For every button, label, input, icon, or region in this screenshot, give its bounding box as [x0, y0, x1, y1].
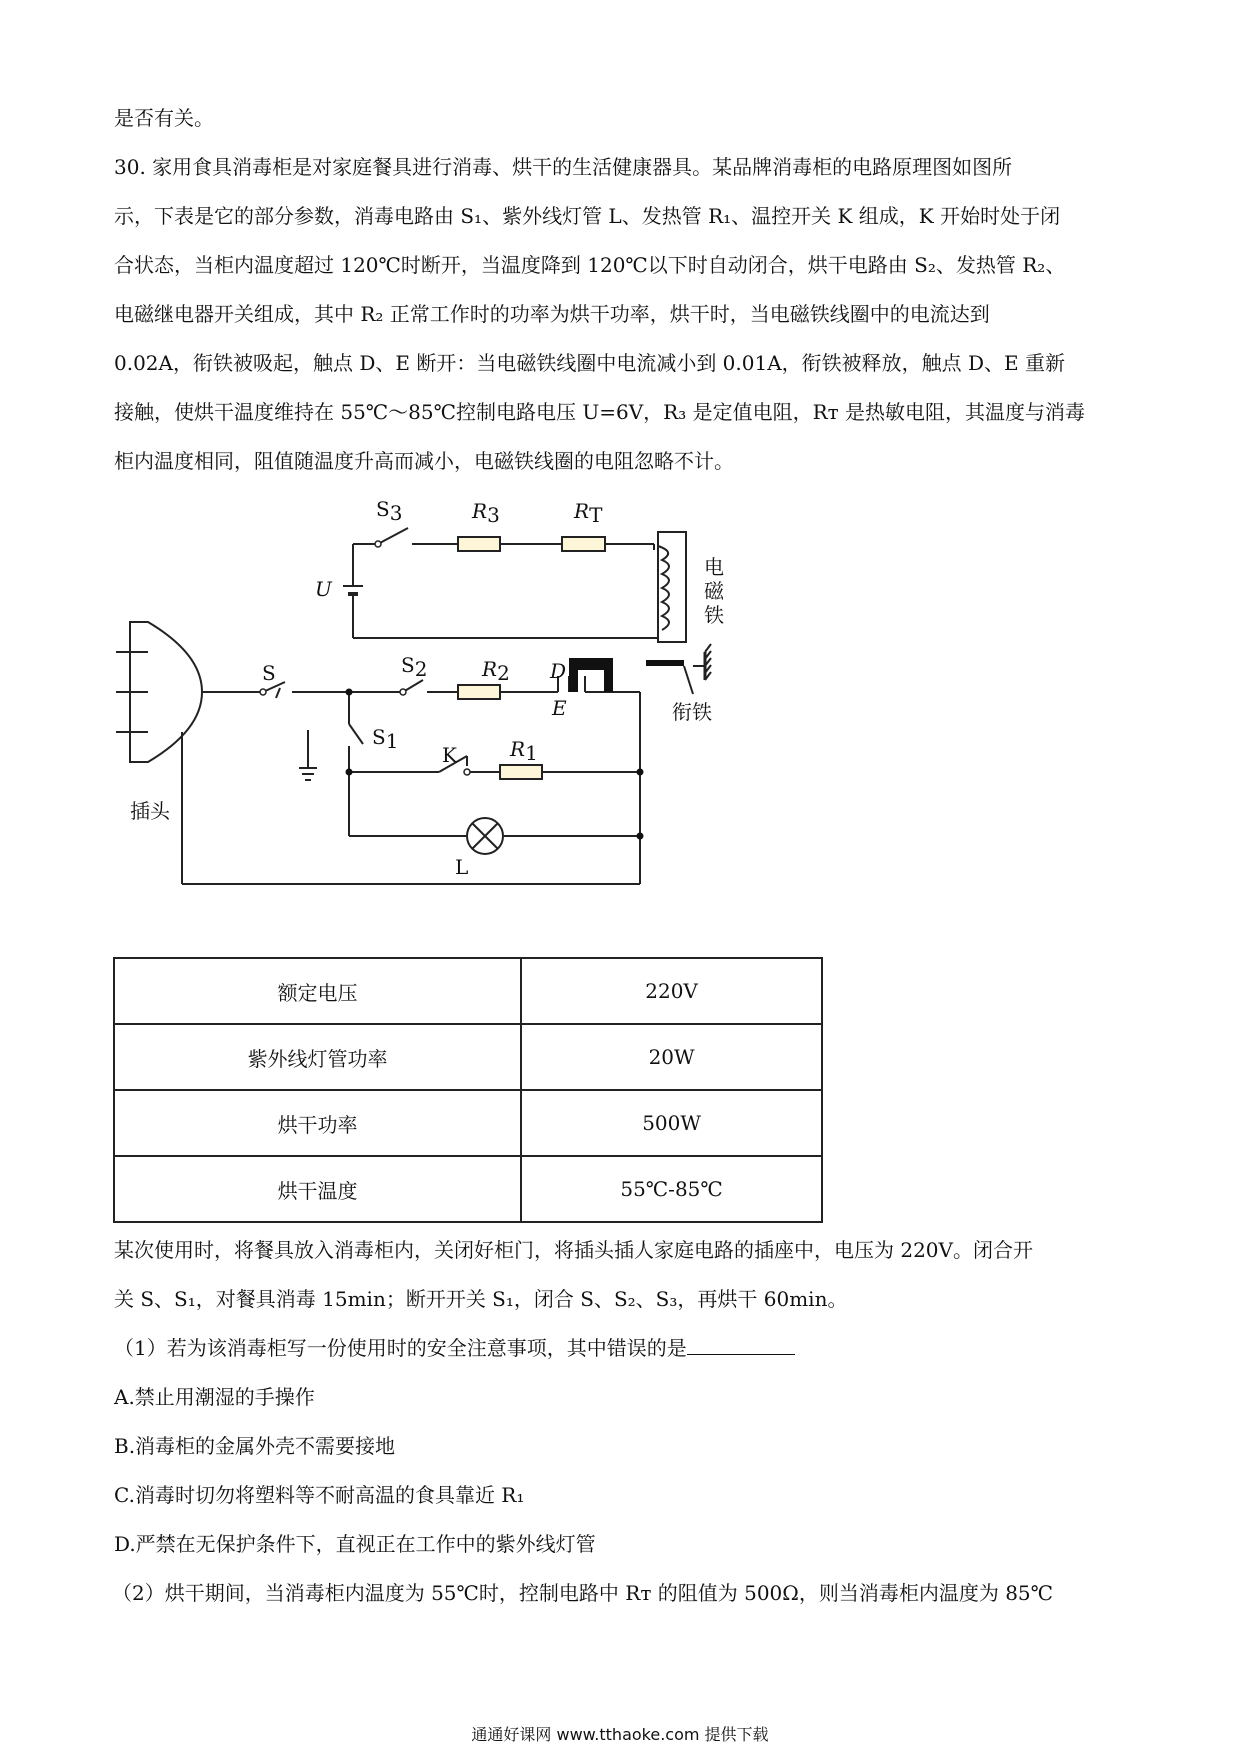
answer-blank[interactable]	[687, 1334, 795, 1355]
usage-line-2: 关 S、S₁，对餐具消毒 15min；断开开关 S₁，闭合 S、S₂、S₃，再烘干 60min。	[114, 1287, 848, 1311]
table-row	[114, 958, 822, 1024]
param-value: 220V	[521, 958, 822, 1024]
label-s2: S2	[401, 653, 428, 681]
option-d: D.严禁在无保护条件下，直视正在工作中的紫外线灯管	[114, 1532, 596, 1556]
question-line-7: 柜内温度相同，阻值随温度升高而减小，电磁铁线圈的电阻忽略不计。	[114, 449, 734, 473]
label-rt: RT	[574, 499, 603, 527]
label-r2: R2	[482, 657, 510, 685]
previous-question-tail: 是否有关。	[114, 106, 214, 130]
param-name: 额定电压	[114, 958, 521, 1024]
label-r3: R3	[472, 499, 500, 527]
question-line-3: 合状态，当柜内温度超过 120℃时断开，当温度降到 120℃以下时自动闭合，烘干电路由 S₂、发热管 R₂、	[114, 253, 1066, 277]
table-row	[114, 1024, 822, 1090]
circuit-diagram	[110, 494, 940, 914]
option-b: B.消毒柜的金属外壳不需要接地	[114, 1434, 396, 1458]
option-c: C.消毒时切勿将塑料等不耐高温的食具靠近 R₁	[114, 1483, 525, 1507]
label-s3: S3	[376, 497, 403, 525]
relay-contact-d	[569, 658, 613, 692]
parameter-table	[113, 957, 823, 1223]
question-line-5: 0.02A，衔铁被吸起，触点 D、E 断开：当电磁铁线圈中电流减小到 0.01A，衔铁被释放，触点 D、E 重新	[114, 351, 1066, 375]
r3-resistor	[458, 537, 500, 551]
label-electromagnet-2: 磁	[704, 579, 724, 603]
param-value: 55℃-85℃	[521, 1156, 822, 1222]
question-line-2: 示，下表是它的部分参数，消毒电路由 S₁、紫外线灯管 L、发热管 R₁、温控开关 K 组成，K 开始时处于闭	[114, 204, 1061, 228]
param-name: 烘干温度	[114, 1156, 521, 1222]
sub-question-1-text: （1）若为该消毒柜写一份使用时的安全注意事项，其中错误的是	[114, 1336, 687, 1360]
question-line-4: 电磁继电器开关组成，其中 R₂ 正常工作时的功率为烘干功率，烘干时，当电磁铁线圈中的电流达到	[114, 302, 990, 326]
r1-resistor	[500, 765, 542, 779]
label-electromagnet-1: 电	[704, 555, 724, 579]
param-value: 500W	[521, 1090, 822, 1156]
sub-question-1	[114, 1334, 795, 1362]
usage-line-1: 某次使用时，将餐具放入消毒柜内，关闭好柜门，将插头插人家庭电路的插座中，电压为 220V。闭合开	[114, 1238, 1033, 1262]
label-d: D	[550, 659, 567, 683]
label-electromagnet-3: 铁	[704, 603, 724, 627]
label-u: U	[315, 577, 332, 601]
question-line-6: 接触，使烘干温度维持在 55℃～85℃控制电路电压 U=6V，R₃ 是定值电阻，Rᴛ 是热敏电阻，其温度与消毒	[114, 400, 1086, 424]
label-l: L	[455, 855, 469, 879]
label-s1: S1	[372, 725, 399, 753]
label-k: K	[442, 743, 457, 767]
option-a: A.禁止用潮湿的手操作	[114, 1385, 315, 1409]
question-line-1: 30. 家用食具消毒柜是对家庭餐具进行消毒、烘干的生活健康器具。某品牌消毒柜的电路原理图如图所	[114, 155, 1013, 179]
param-name: 烘干功率	[114, 1090, 521, 1156]
sub-question-2: （2）烘干期间，当消毒柜内温度为 55℃时，控制电路中 Rᴛ 的阻值为 500Ω，则当消毒柜内温度为 85℃	[112, 1581, 1054, 1605]
table-row	[114, 1090, 822, 1156]
page-footer: 通通好课网 www.tthaoke.com 提供下载	[471, 1725, 769, 1744]
label-plug: 插头	[130, 799, 170, 823]
param-value: 20W	[521, 1024, 822, 1090]
param-name: 紫外线灯管功率	[114, 1024, 521, 1090]
armature-bar	[646, 660, 684, 666]
label-armature: 衔铁	[672, 700, 712, 724]
label-r1: R1	[510, 737, 538, 765]
label-s: S	[262, 661, 276, 685]
rt-resistor	[562, 537, 605, 551]
r2-resistor	[458, 685, 500, 699]
table-row	[114, 1156, 822, 1222]
label-e: E	[552, 696, 567, 720]
